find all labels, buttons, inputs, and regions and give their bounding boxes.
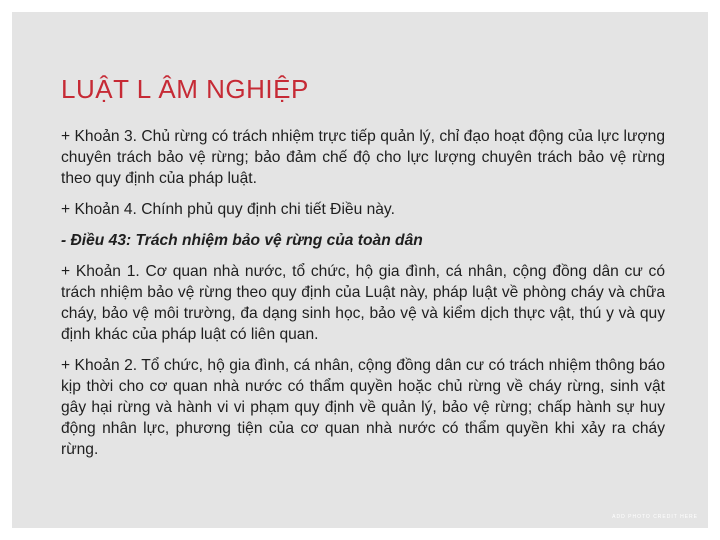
paragraph-khoan-3: + Khoản 3. Chủ rừng có trách nhiệm trực tiếp quản lý, chỉ đạo hoạt động của lực lượng chuyên trách bảo vệ rừng; bảo đảm chế độ cho lực lượng chuyên trách bảo vệ rừng theo quy định của pháp luật. [61, 128, 665, 187]
photo-credit: ADD PHOTO CREDIT HERE [612, 514, 698, 520]
article-43-heading: - Điều 43: Trách nhiệm bảo vệ rừng của toàn dân [61, 232, 423, 249]
slide-body [61, 126, 665, 470]
paragraph-khoan-2: + Khoản 2. Tổ chức, hộ gia đình, cá nhân, cộng đồng dân cư có trách nhiệm thông báo kịp thời cho cơ quan nhà nước có thẩm quyền hoặc chủ rừng về cháy rừng, sinh vật gây hại rừng và hành vi vi phạm quy định về quản lý, bảo vệ rừng; chấp hành sự huy động nhân lực, phương tiện của cơ quan nhà nước có thẩm quyền khi xảy ra cháy rừng. [61, 357, 665, 458]
paragraph-khoan-4: + Khoản 4. Chính phủ quy định chi tiết Điều này. [61, 201, 395, 218]
slide [12, 12, 708, 528]
paragraph-khoan-1: + Khoản 1. Cơ quan nhà nước, tổ chức, hộ gia đình, cá nhân, cộng đồng dân cư có trách nhiệm bảo vệ rừng theo quy định của Luật này, pháp luật về phòng cháy và chữa cháy, bảo vệ môi trường, đa dạng sinh học, bảo vệ và kiểm dịch thực vật, thú y và quy định khác của pháp luật có liên quan. [61, 263, 665, 343]
slide-title: LUẬT L ÂM NGHIỆP [61, 74, 309, 104]
